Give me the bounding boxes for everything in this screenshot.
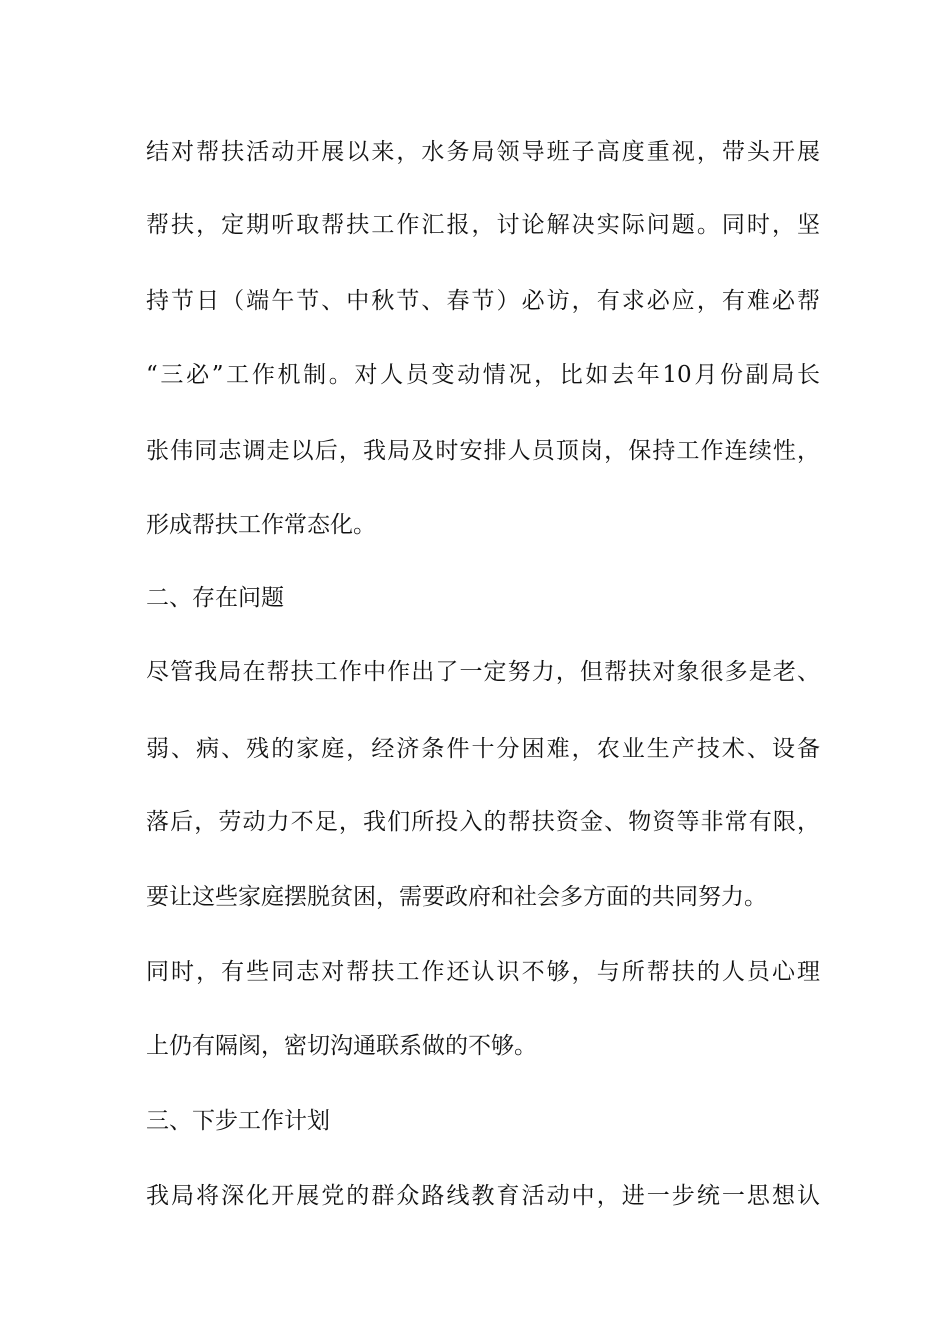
- paragraph-line: 张伟同志调走以后，我局及时安排人员顶岗，保持工作连续性，: [146, 438, 820, 464]
- paragraph-line: “三必”工作机制。对人员变动情况，比如去年10月份副局长: [146, 362, 820, 388]
- paragraph-line: 帮扶，定期听取帮扶工作汇报，讨论解决实际问题。同时，坚: [146, 212, 820, 238]
- paragraph-line: 弱、病、残的家庭，经济条件十分困难，农业生产技术、设备: [146, 736, 820, 762]
- paragraph-line: 结对帮扶活动开展以来，水务局领导班子高度重视，带头开展: [146, 139, 820, 165]
- paragraph-line: 我局将深化开展党的群众路线教育活动中，进一步统一思想认: [146, 1183, 820, 1209]
- paragraph-line: 上仍有隔阂，密切沟通联系做的不够。: [146, 1033, 537, 1059]
- paragraph-line: 尽管我局在帮扶工作中作出了一定努力，但帮扶对象很多是老、: [146, 659, 820, 685]
- section-heading: 二、存在问题: [146, 585, 284, 611]
- paragraph-line: 同时，有些同志对帮扶工作还认识不够，与所帮扶的人员心理: [146, 959, 820, 985]
- paragraph-line: 要让这些家庭摆脱贫困，需要政府和社会多方面的共同努力。: [146, 884, 767, 910]
- section-heading: 三、下步工作计划: [146, 1108, 330, 1134]
- paragraph-line: 持节日（端午节、中秋节、春节）必访，有求必应，有难必帮: [146, 288, 820, 314]
- paragraph-line: 落后，劳动力不足，我们所投入的帮扶资金、物资等非常有限，: [146, 809, 820, 835]
- paragraph-line: 形成帮扶工作常态化。: [146, 512, 376, 538]
